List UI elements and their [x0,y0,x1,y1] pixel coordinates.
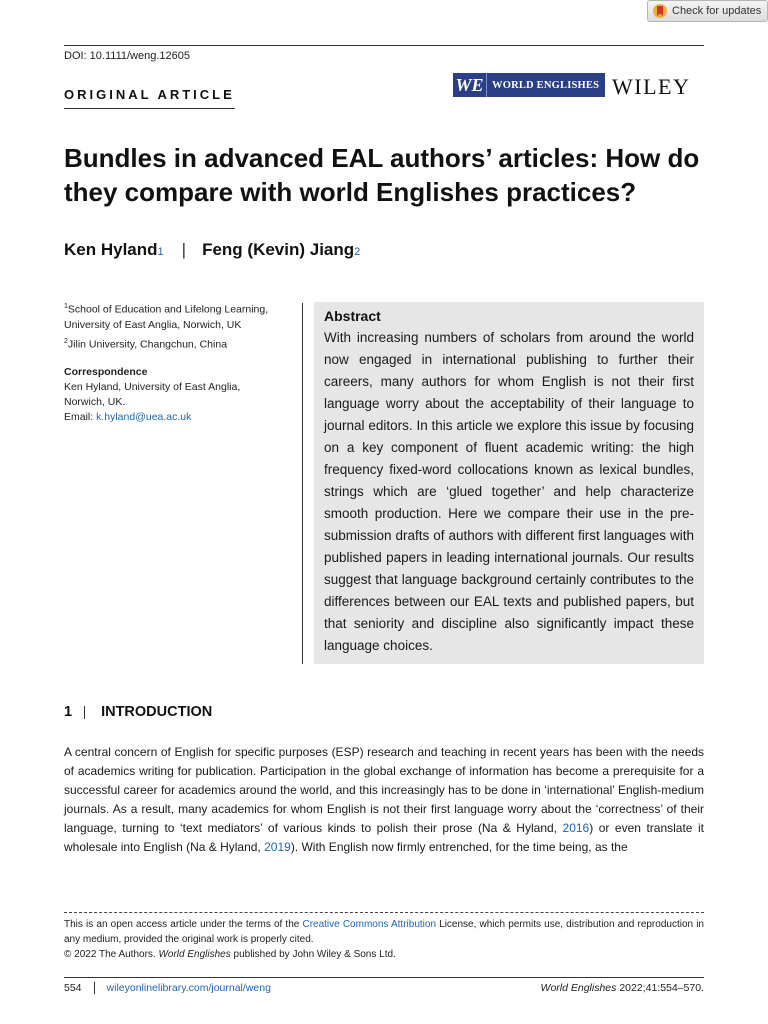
footer-citation [541,982,704,994]
bookmark-check-icon [652,3,668,19]
header-rule [64,45,704,46]
author-name[interactable]: Feng (Kevin) Jiang [202,240,355,259]
license-text: License, which permits use, distribution and reproduction in any medium, provided the original work is properly cited. [64,919,704,945]
correspondence-heading: Correspondence [64,366,148,378]
email-label: Email: [64,411,97,423]
body-text: ). With English now firmly entrenched, for the time being, as the [290,840,628,854]
license-footnote [64,917,704,962]
author-name[interactable]: Ken Hyland [64,240,158,259]
section-title: INTRODUCTION [101,704,213,720]
author-affil-link[interactable]: 2 [354,246,361,258]
correspondence-line: Norwich, UK. [64,396,126,408]
column-divider [302,303,303,664]
affiliation-number: 2 [64,338,68,345]
footer-volume: 2022;41:554–570. [616,982,704,994]
page-number: 554 [64,982,82,994]
abstract-text: With increasing numbers of scholars from around the world now engaged in international publishing to further their careers, many authors for whom English is not their first language worry about the acceptability of their language to journal editors. In this article we explore this issue by focusing on a key component of fluent academic writing: the high frequency fixed-word collocations known as lexical bundles, strings which are ‘glued together’ and help characterize smooth production. Here we compare their use in the pre-submission drafts of authors with different first languages with published papers in leading international journals. Our results suggest that language background certainly contributes to the differences between our EAL texts and published papers, but that seniority and discipline also significantly impact these language choices. [324,330,694,653]
journal-logo-name: WORLD ENGLISHES [492,79,600,91]
section-number: 1 [64,704,73,720]
correspondence-line: Ken Hyland, University of East Anglia, [64,381,241,393]
check-for-updates-label: Check for updates [672,5,762,17]
affiliation [64,334,294,353]
article-type: ORIGINAL ARTICLE [64,87,235,102]
journal-url-link[interactable]: wileyonlinelibrary.com/journal/weng [106,982,271,994]
page-footer [64,982,704,994]
abstract-box [314,302,704,664]
publisher-logo: WILEY [612,74,691,99]
author-list [64,240,360,260]
citation-link[interactable]: 2016 [562,821,590,835]
footer-rule [64,977,704,978]
affiliation [64,299,294,333]
license-text: This is an open access article under the terms of the [64,919,303,930]
affiliation-text: School of Education and Lifelong Learning, University of East Anglia, Norwich, UK [64,303,269,331]
body-text: ) or even translate it wholesale into English (Na & Hyland, [64,821,704,854]
correspondence [64,365,294,425]
author-separator: | [181,240,187,259]
section-heading [64,704,212,720]
citation-link[interactable]: 2019 [264,840,291,854]
affiliation-number: 1 [64,303,68,310]
journal-logo [453,73,605,97]
copyright-text: published by John Wiley & Sons Ltd. [230,949,396,960]
copyright-journal: World Englishes [158,949,231,960]
abstract-heading: Abstract [324,308,381,324]
copyright-text: © 2022 The Authors. [64,949,159,960]
affiliation-text: Jilin University, Changchun, China [67,338,228,351]
footnote-divider [64,912,704,913]
correspondence-email-row [64,410,294,425]
article-type-underline [64,108,235,109]
article-title: Bundles in advanced EAL authors’ articles: How do they compare with world Englishes practices? [64,143,700,207]
footer-journal: World Englishes [540,982,617,994]
footer-divider [94,982,95,994]
body-paragraph [64,743,704,857]
journal-logo-mark: WE [453,73,487,97]
section-divider [84,706,85,719]
author-affil-link[interactable]: 1 [157,246,164,258]
body-text: A central concern of English for specific purposes (ESP) research and teaching in recent years has been with the needs of academics writing for publication. Participation in the global exchange of information has become a prerequisite for a successful career for academics around the world, and this increasingly has to be done in ‘international’ English-medium journals. As a result, many academics for whom English is not their first language worry about the ‘correctness’ of their language, turning to ‘text mediators’ of various kinds to polish their prose (Na & Hyland, [64,745,704,835]
doi: DOI: 10.1111/weng.12605 [64,50,190,62]
license-link[interactable]: Creative Commons Attribution [302,919,437,930]
check-for-updates-button[interactable] [647,0,768,22]
copyright-line [64,947,704,962]
email-link[interactable]: k.hyland@uea.ac.uk [96,411,192,423]
